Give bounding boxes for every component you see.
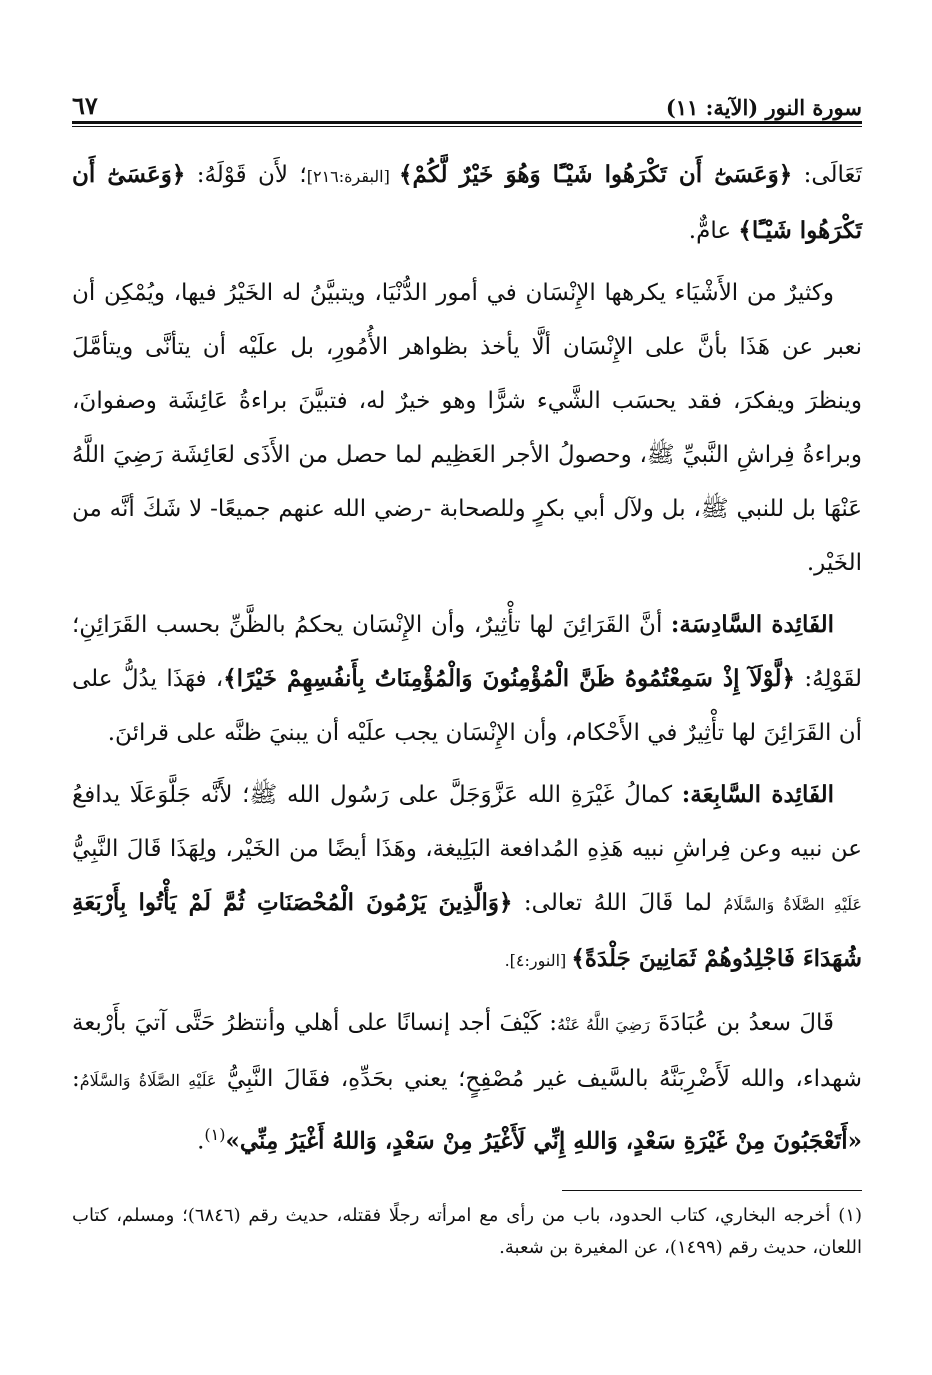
book-page: [72, 0, 862, 1375]
honorific: عَلَيْهِ الصَّلَاةُ وَالسَّلَامُ: [723, 895, 863, 914]
footnotes: [72, 1200, 862, 1264]
verse-reference: [النور:٤].: [504, 951, 572, 970]
honorific: رَضِيَ اللَّهُ عَنْهُ: [557, 1015, 650, 1034]
text: لما قَالَ اللهُ تعالى:: [512, 890, 724, 916]
text: ، فهَذَا يدُلُّ على أن القَرَائِنَ لها تأْثِيرٌ في الأَحْكام، وأن الإِنْسَان يجب علَيْه أن يبنيَ ظنَّه على قرائنَ.: [72, 666, 862, 746]
text: : كَيْفَ أجد إنسانًا على أهلي وأنتظرُ حَتَّى آتيَ بأَرْبعة شهداء، والله لَأَضْرِبَنَّهُ بالسَّيف غير مُصْفِحٍ؛ يعني بحَدِّهِ، فقَالَ النَّبِيُّ: [72, 1010, 862, 1092]
footnote-marker[interactable]: (١): [204, 1125, 226, 1144]
quran-verse: ﴿وَعَسَىٰٓ أَن تَكْرَهُوا شَيْـًٔا﴾: [72, 161, 862, 244]
text: عامٌّ.: [688, 218, 739, 244]
text: ؛ لأَن قَوْلَهُ:: [185, 162, 307, 188]
text: تَعَالَى:: [792, 162, 863, 188]
header-rule: [72, 121, 862, 124]
footnote-1: (١) أخرجه البخاري، كتاب الحدود، باب من رأى مع امرأته رجلًا فقتله، حديث رقم (٦٨٤٦)؛ ومسلم، كتاب اللعان، حديث رقم (١٤٩٩)، عن المغيرة بن شعبة.: [72, 1205, 863, 1258]
benefit-label: الفَائِدة السَّابِعَة:: [681, 781, 834, 808]
paragraph-5: [72, 996, 862, 1169]
paragraph-4: [72, 768, 862, 988]
quran-verse: ﴿وَالَّذِينَ يَرْمُونَ الْمُحْصَنَاتِ ثُمَّ لَمْ يَأْتُوا بِأَرْبَعَةِ شُهَدَاءَ فَاجْلِدُوهُمْ ثَمَانِينَ جَلْدَةً﴾: [72, 889, 862, 972]
paragraph-1: [72, 148, 862, 258]
quran-verse: ﴿لَّوْلَآ إِذْ سَمِعْتُمُوهُ ظَنَّ الْمُؤْمِنُونَ وَالْمُؤْمِنَاتُ بِأَنفُسِهِمْ خَيْرًا﴾: [223, 665, 796, 692]
surah-title: سورة النور (الآية: ١١): [665, 95, 862, 120]
hadith-text: «أَتَعْجَبُونَ مِنْ غَيْرَةِ سَعْدٍ، وَاللهِ إِنِّي لَأَغْيَرُ مِنْ سَعْدٍ، وَاللهُ أَغْيَرُ مِنِّي»: [225, 1127, 862, 1155]
quran-verse: ﴿وَعَسَىٰٓ أَن تَكْرَهُوا شَيْـًٔا وَهُوَ خَيْرٌ لَّكُمْ﴾: [398, 161, 793, 188]
page-number: ٦٧: [72, 91, 98, 120]
verse-reference: [البقرة:٢١٦]: [306, 167, 399, 186]
header-rule-thin: [72, 126, 862, 127]
page-body: [72, 148, 862, 1177]
footnote-rule: [562, 1190, 862, 1191]
text: كمالُ غَيْرَةِ الله عَزَّوَجَلَّ على رَسُول الله ﷺ؛ لأَنَّه جَلَّوَعَلَا يدافعُ عن نبيه وعن فِراشِ نبيه هَذِهِ المُدافعة البَلِيغة، وهَذَا أيضًا من الخَيْر، ولِهَذَا قَالَ النَّبِيُّ: [72, 782, 862, 862]
honorific: عَلَيْهِ الصَّلَاةُ وَالسَّلَامُ: [79, 1071, 217, 1090]
text: .: [197, 1128, 205, 1155]
text: :: [72, 1066, 80, 1092]
text: قَالَ سعدُ بن عُبَادَةَ: [649, 1010, 835, 1036]
page-header: [72, 86, 862, 120]
text: أنَّ القَرَائِنَ لها تأْثِيرٌ، وأن الإِنْسَان يحكمُ بالظَّنِّ بحسب القَرَائِنِ؛ لقَوْلِهُ:: [72, 612, 862, 692]
paragraph-3: [72, 598, 862, 760]
paragraph-2: وكثيرٌ من الأَشْيَاء يكرهها الإِنْسَان في أمور الدُّنْيَا، ويتبيَّنُ له الخَيْرُ فيها، ويُمْكِن أن نعبر عن هَذَا بأنَّ على الإِنْسَان ألَّا يأخذ بظواهر الأُمُورِ، بل علَيْه أن يتأنَّى ويتأمَّلَ وينظرَ ويفكرَ، فقد يحسَب الشَّيء شرًّا وهو خيرٌ له، فتبيَّنَ براءةُ عَائِشَة وصفوانَ، وبراءةُ فِراشِ النَّبيِّ ﷺ، وحصولُ الأجر العَظِيم لما حصل من الأَذَى لعَائِشَة رَضِيَ اللَّهُ عَنْهَا بل للنبي ﷺ، بل ولآل أبي بكرٍ وللصحابة -رضي الله عنهم جميعًا- لا شَكَ أنَّه من الخَيْر.: [72, 280, 862, 576]
benefit-label: الفَائِدة السَّادِسَة:: [670, 611, 834, 638]
